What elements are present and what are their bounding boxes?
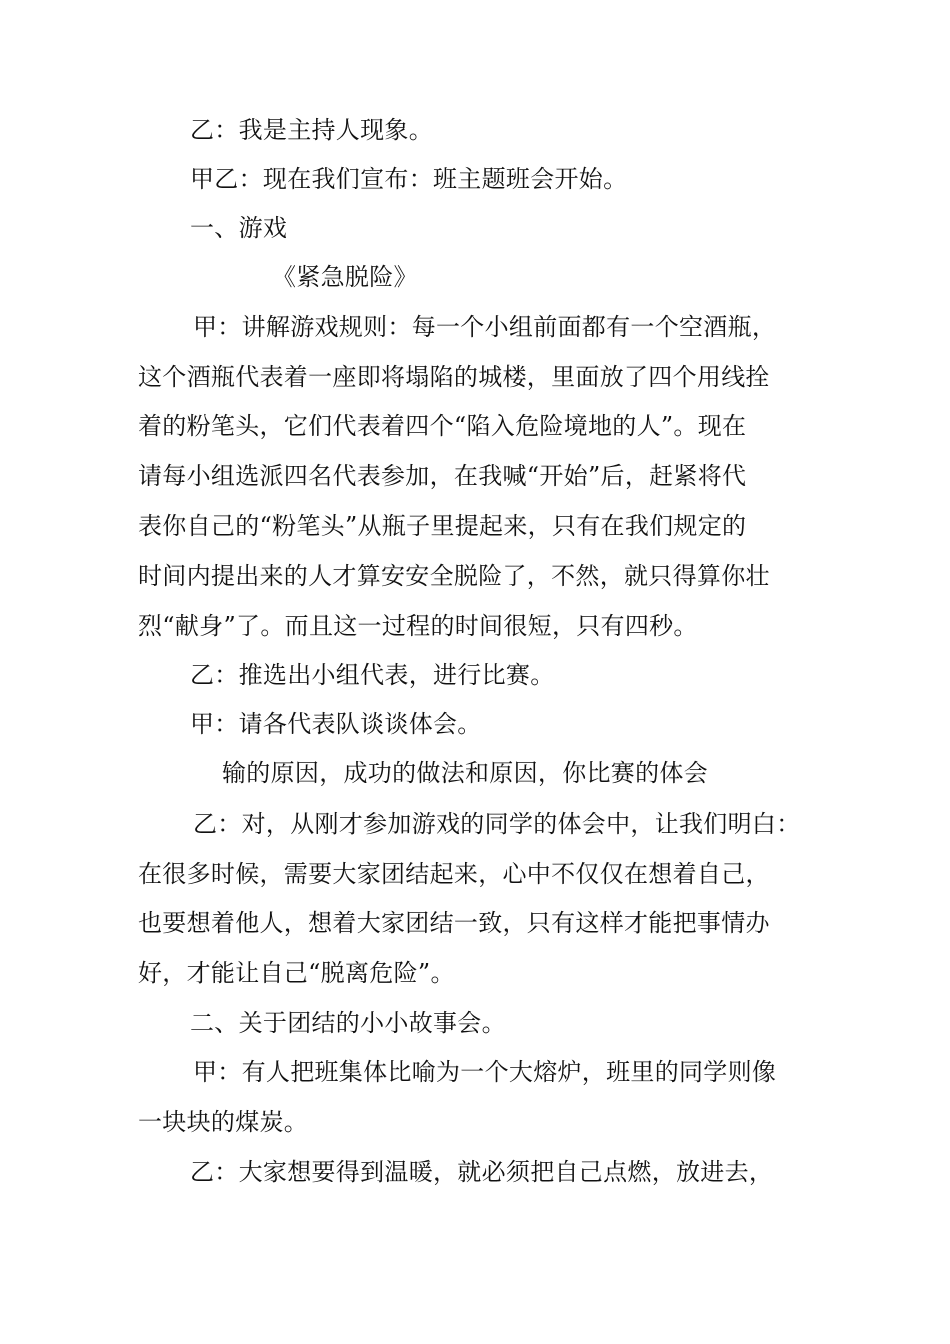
text-line: 表你自己的“粉笔头”从瓶子里提起来，只有在我们规定的	[138, 512, 747, 540]
text-line: 输的原因，成功的做法和原因，你比赛的体会	[222, 759, 708, 787]
text-line: 甲乙：现在我们宣布：班主题班会开始。	[190, 165, 628, 193]
text-line: 好，才能让自己“脱离危险”。	[138, 959, 455, 987]
game-title: 《紧急脱险》	[272, 263, 418, 291]
section-heading: 一、游戏	[190, 214, 288, 242]
text-line: 一块块的煤炭。	[138, 1108, 309, 1136]
text-line: 乙：我是主持人现象。	[190, 116, 433, 144]
text-line: 乙：推选出小组代表，进行比赛。	[190, 661, 555, 689]
text-line: 请每小组选派四名代表参加，在我喊“开始”后，赶紧将代	[138, 462, 747, 490]
text-line: 甲：讲解游戏规则：每一个小组前面都有一个空酒瓶，	[193, 313, 777, 341]
text-line: 时间内提出来的人才算安安全脱险了，不然，就只得算你壮	[138, 562, 770, 590]
text-line: 这个酒瓶代表着一座即将塌陷的城楼，里面放了四个用线拴	[138, 363, 770, 391]
text-line: 乙：大家想要得到温暖，就必须把自己点燃，放进去，	[190, 1158, 774, 1186]
text-line: 甲：请各代表队谈谈体会。	[190, 710, 482, 738]
text-line: 甲：有人把班集体比喻为一个大熔炉，班里的同学则像	[193, 1058, 777, 1086]
text-line: 也要想着他人，想着大家团结一致，只有这样才能把事情办	[138, 909, 770, 937]
text-line: 烈“献身”了。而且这一过程的时间很短，只有四秒。	[138, 612, 698, 640]
text-line: 在很多时候，需要大家团结起来，心中不仅仅在想着自己，	[138, 860, 770, 888]
text-line: 着的粉笔头，它们代表着四个“陷入危险境地的人”。现在	[138, 412, 747, 440]
section-heading: 二、关于团结的小小故事会。	[190, 1009, 506, 1037]
text-line: 乙：对，从刚才参加游戏的同学的体会中，让我们明白：	[193, 810, 801, 838]
